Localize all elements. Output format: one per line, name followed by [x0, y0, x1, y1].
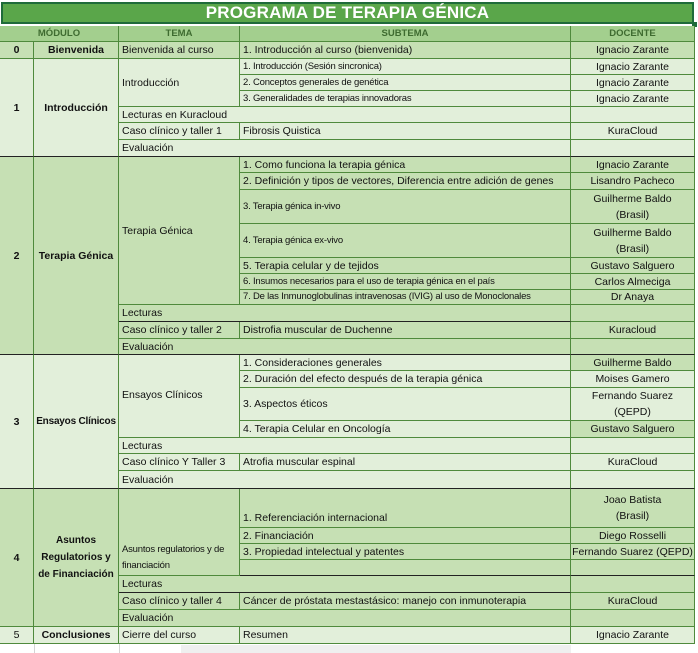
- tema-cell[interactable]: Bienvenida al curso: [119, 42, 240, 59]
- subtema-cell[interactable]: 6. Insumos necesarios para el uso de terapia génica en el país: [240, 274, 571, 290]
- lecturas-cell[interactable]: Lecturas: [119, 438, 571, 454]
- module-number[interactable]: 1: [0, 59, 34, 157]
- subtema-cell[interactable]: 4. Terapia Celular en Oncología: [240, 421, 571, 438]
- tema-cell[interactable]: Introducción: [119, 59, 240, 107]
- docente-cell[interactable]: Ignacio Zarante: [571, 59, 695, 75]
- docente-cell[interactable]: KuraCloud: [571, 593, 695, 610]
- gridline: [119, 644, 120, 653]
- docente-cell[interactable]: Fernando Suarez (QEPD): [571, 388, 695, 421]
- docente-cell[interactable]: [571, 107, 695, 123]
- module-number[interactable]: 4: [0, 489, 34, 627]
- module-name[interactable]: Bienvenida: [34, 42, 119, 59]
- tema-cell[interactable]: Ensayos Clínicos: [119, 355, 240, 438]
- docente-cell[interactable]: [571, 339, 695, 355]
- docente-cell[interactable]: Ignacio Zarante: [571, 42, 695, 59]
- subtema-cell[interactable]: 1. Como funciona la terapia génica: [240, 157, 571, 173]
- module-name[interactable]: Introducción: [34, 59, 119, 157]
- docente-cell[interactable]: [571, 610, 695, 627]
- subtema-cell[interactable]: 5. Terapia celular y de tejidos: [240, 258, 571, 274]
- subtema-cell[interactable]: 3. Terapia génica in-vivo: [240, 190, 571, 224]
- lecturas-cell[interactable]: Lecturas: [119, 305, 571, 322]
- docente-cell[interactable]: Joao Batista (Brasil): [571, 489, 695, 528]
- docente-cell[interactable]: Gustavo Salguero: [571, 421, 695, 438]
- module-name[interactable]: Terapia Génica: [34, 157, 119, 355]
- caso-tema-cell[interactable]: Caso clínico Y Taller 3: [119, 454, 240, 471]
- gridline: [34, 644, 35, 653]
- docente-cell[interactable]: Gustavo Salguero: [571, 258, 695, 274]
- module-name[interactable]: Conclusiones: [34, 627, 119, 644]
- module-number[interactable]: 3: [0, 355, 34, 489]
- module-number[interactable]: 2: [0, 157, 34, 355]
- docente-cell[interactable]: [571, 576, 695, 593]
- subtema-cell[interactable]: 7. De las Inmunoglobulinas intravenosas (IVIG) al uso de Monoclonales: [240, 290, 571, 305]
- docente-cell[interactable]: Carlos Almeciga: [571, 274, 695, 290]
- docente-cell[interactable]: Guilherme Baldo: [571, 355, 695, 371]
- lecturas-cell[interactable]: Lecturas en Kuracloud: [119, 107, 571, 123]
- evaluacion-cell[interactable]: Evaluación: [119, 471, 571, 489]
- caso-tema-cell[interactable]: Caso clínico y taller 1: [119, 123, 240, 140]
- header-subtema[interactable]: SUBTEMA: [240, 26, 571, 42]
- caso-tema-cell[interactable]: Caso clínico y taller 4: [119, 593, 240, 610]
- docente-cell[interactable]: Moises Gamero: [571, 371, 695, 388]
- subtema-cell[interactable]: 1. Introducción (Sesión sincronica): [240, 59, 571, 75]
- subtema-cell[interactable]: 2. Financiación: [240, 528, 571, 544]
- docente-cell[interactable]: Ignacio Zarante: [571, 91, 695, 107]
- docente-cell[interactable]: Lisandro Pacheco: [571, 173, 695, 190]
- subtema-cell[interactable]: 4. Terapia génica ex-vivo: [240, 224, 571, 258]
- header-docente[interactable]: DOCENTE: [571, 26, 695, 42]
- docente-cell[interactable]: Guilherme Baldo (Brasil): [571, 190, 695, 224]
- docente-cell[interactable]: [571, 438, 695, 454]
- subtema-cell[interactable]: 3. Generalidades de terapias innovadoras: [240, 91, 571, 107]
- lecturas-cell[interactable]: Lecturas: [119, 576, 571, 593]
- caso-subtema-cell[interactable]: Cáncer de próstata mestastásico: manejo con inmunoterapia: [240, 593, 571, 610]
- subtema-cell[interactable]: 3. Aspectos éticos: [240, 388, 571, 421]
- page-title[interactable]: PROGRAMA DE TERAPIA GÉNICA: [1, 2, 694, 24]
- subtema-cell[interactable]: 2. Duración del efecto después de la terapia génica: [240, 371, 571, 388]
- docente-cell[interactable]: Guilherme Baldo (Brasil): [571, 224, 695, 258]
- docente-cell[interactable]: KuraCloud: [571, 454, 695, 471]
- docente-cell[interactable]: [571, 560, 695, 576]
- caso-subtema-cell[interactable]: Fibrosis Quistica: [240, 123, 571, 140]
- evaluacion-cell[interactable]: Evaluación: [119, 339, 571, 355]
- subtema-cell[interactable]: 1. Introducción al curso (bienvenida): [240, 42, 571, 59]
- subtema-cell[interactable]: Resumen: [240, 627, 571, 644]
- evaluacion-cell[interactable]: Evaluación: [119, 610, 571, 627]
- module-name[interactable]: Ensayos Clínicos: [34, 355, 119, 489]
- docente-cell[interactable]: Diego Rosselli: [571, 528, 695, 544]
- docente-cell[interactable]: Fernando Suarez (QEPD): [571, 544, 695, 560]
- docente-cell[interactable]: Dr Anaya: [571, 290, 695, 305]
- docente-cell[interactable]: KuraCloud: [571, 123, 695, 140]
- docente-cell[interactable]: [571, 140, 695, 157]
- docente-cell[interactable]: Ignacio Zarante: [571, 157, 695, 173]
- docente-cell[interactable]: Ignacio Zarante: [571, 627, 695, 644]
- subtema-cell[interactable]: 3. Propiedad intelectual y patentes: [240, 544, 571, 560]
- docente-cell[interactable]: Kuracloud: [571, 322, 695, 339]
- caso-subtema-cell[interactable]: Atrofia muscular espinal: [240, 454, 571, 471]
- header-tema[interactable]: TEMA: [119, 26, 240, 42]
- subtema-cell[interactable]: 2. Conceptos generales de genética: [240, 75, 571, 91]
- subtema-cell[interactable]: [240, 560, 571, 576]
- subtema-cell[interactable]: 1. Consideraciones generales: [240, 355, 571, 371]
- header-modulo[interactable]: MÓDULO: [0, 26, 119, 42]
- tema-cell[interactable]: Cierre del curso: [119, 627, 240, 644]
- caso-subtema-cell[interactable]: Distrofia muscular de Duchenne: [240, 322, 571, 339]
- docente-cell[interactable]: Ignacio Zarante: [571, 75, 695, 91]
- tema-cell[interactable]: Terapia Génica: [119, 157, 240, 305]
- docente-cell[interactable]: [571, 305, 695, 322]
- empty-cell-area: [181, 645, 571, 653]
- module-number[interactable]: 5: [0, 627, 34, 644]
- subtema-cell[interactable]: 2. Definición y tipos de vectores, Diferencia entre adición de genes: [240, 173, 571, 190]
- subtema-cell[interactable]: 1. Referenciación internacional: [240, 489, 571, 528]
- evaluacion-cell[interactable]: Evaluación: [119, 140, 571, 157]
- docente-cell[interactable]: [571, 471, 695, 489]
- tema-cell[interactable]: Asuntos regulatorios y de financiación: [119, 489, 240, 576]
- module-name[interactable]: Asuntos Regulatorios y de Financiación: [34, 489, 119, 627]
- module-number[interactable]: 0: [0, 42, 34, 59]
- caso-tema-cell[interactable]: Caso clínico y taller 2: [119, 322, 240, 339]
